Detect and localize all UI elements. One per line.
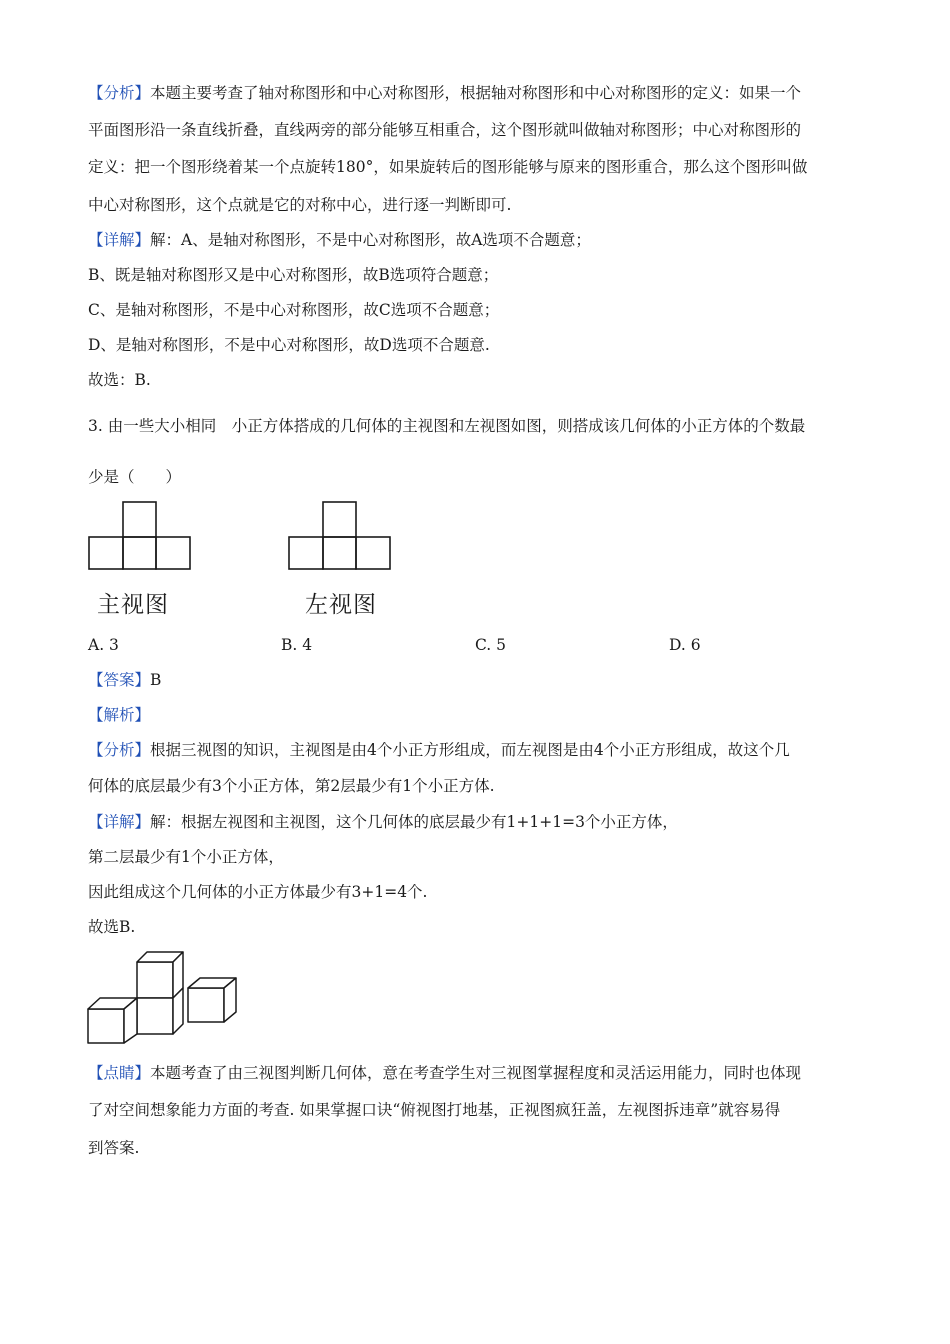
front-view-bottom-square-2	[123, 537, 156, 569]
left-view-figure	[286, 500, 394, 572]
analysis-line-4: 中心对称图形，这个点就是它的对称中心，进行逐一判断即可.	[88, 196, 512, 214]
left-view-caption: 左视图	[305, 592, 377, 618]
option-d[interactable]: D. 6	[669, 636, 701, 654]
q3-detail-line-1: 【详解】解：根据左视图和主视图，这个几何体的底层最少有1+1+1=3个小正方体，	[88, 813, 678, 831]
front-view-figure	[86, 500, 194, 572]
option-a[interactable]: A. 3	[88, 636, 119, 654]
analysis-line-1: 【分析】本题主要考查了轴对称图形和中心对称图形，根据轴对称图形和中心对称图形的定义：如果一个	[88, 84, 802, 102]
detail-line-4: D、是轴对称图形，不是中心对称图形，故D选项不合题意.	[88, 336, 490, 354]
front-view-top-square	[123, 502, 156, 537]
comment-line-3: 到答案.	[88, 1139, 140, 1157]
q3-analysis-line-2: 何体的底层最少有3个小正方体，第2层最少有1个小正方体.	[88, 777, 495, 795]
q3-analysis-line-1: 【分析】根据三视图的知识，主视图是由4个小正方形组成，而左视图是由4个小正方形组成，故这个几	[88, 741, 790, 759]
detail-tag: 【详解】	[88, 231, 151, 249]
analysis-line-3: 定义：把一个图形绕着某一个点旋转180°，如果旋转后的图形能够与原来的图形重合，那么这个图形叫做	[88, 158, 808, 176]
front-view-caption: 主视图	[97, 592, 169, 618]
front-view-bottom-square-3	[156, 537, 190, 569]
question-stem-line-2: 少是（ ）	[88, 468, 182, 486]
option-c[interactable]: C. 5	[475, 636, 507, 654]
q3-detail-line-2: 第二层最少有1个小正方体，	[88, 848, 284, 866]
comment-tag: 【点睛】	[88, 1064, 151, 1082]
explain-line	[88, 705, 150, 725]
left-view-bottom-square-3	[356, 537, 390, 569]
answer-line	[88, 670, 161, 690]
comment-line-2: 了对空间想象能力方面的考查. 如果掌握口诀“俯视图打地基，正视图疯狂盖，左视图拆违章”就容易得	[88, 1101, 781, 1119]
cube-arrangement-figure	[84, 948, 244, 1048]
analysis-line-2: 平面图形沿一条直线折叠，直线两旁的部分能够互相重合，这个图形就叫做轴对称图形；中心对称图形的	[88, 121, 802, 139]
answer-value: B	[150, 671, 162, 689]
cube-top	[137, 952, 183, 998]
q3-choose-line: 故选B.	[88, 918, 136, 936]
left-view-top-square	[323, 502, 356, 537]
q3-analysis-tag: 【分析】	[88, 741, 151, 759]
q3-detail-tag: 【详解】	[88, 813, 151, 831]
choose-line: 故选：B.	[88, 371, 151, 389]
left-view-bottom-square-1	[289, 537, 323, 569]
option-b[interactable]: B. 4	[281, 636, 313, 654]
cube-left	[88, 998, 137, 1043]
cube-right	[188, 978, 236, 1022]
question-stem-line-1: 3. 由一些大小相同 小正方体搭成的几何体的主视图和左视图如图，则搭成该几何体的小正方体的个数最	[88, 417, 806, 435]
analysis-tag: 【分析】	[88, 84, 151, 102]
q3-detail-line-3: 因此组成这个几何体的小正方体最少有3+1=4个.	[88, 883, 428, 901]
detail-line-1: 【详解】解：A、是轴对称图形，不是中心对称图形，故A选项不合题意；	[88, 231, 591, 249]
left-view-bottom-square-2	[323, 537, 356, 569]
explain-tag: 【解析】	[88, 706, 151, 724]
front-view-bottom-square-1	[89, 537, 123, 569]
comment-line-1: 【点睛】本题考查了由三视图判断几何体，意在考查学生对三视图掌握程度和灵活运用能力，同时也体现	[88, 1064, 802, 1082]
detail-line-2: B、既是轴对称图形又是中心对称图形，故B选项符合题意；	[88, 266, 499, 284]
answer-tag: 【答案】	[88, 671, 151, 689]
detail-line-3: C、是轴对称图形，不是中心对称图形，故C选项不合题意；	[88, 301, 500, 319]
